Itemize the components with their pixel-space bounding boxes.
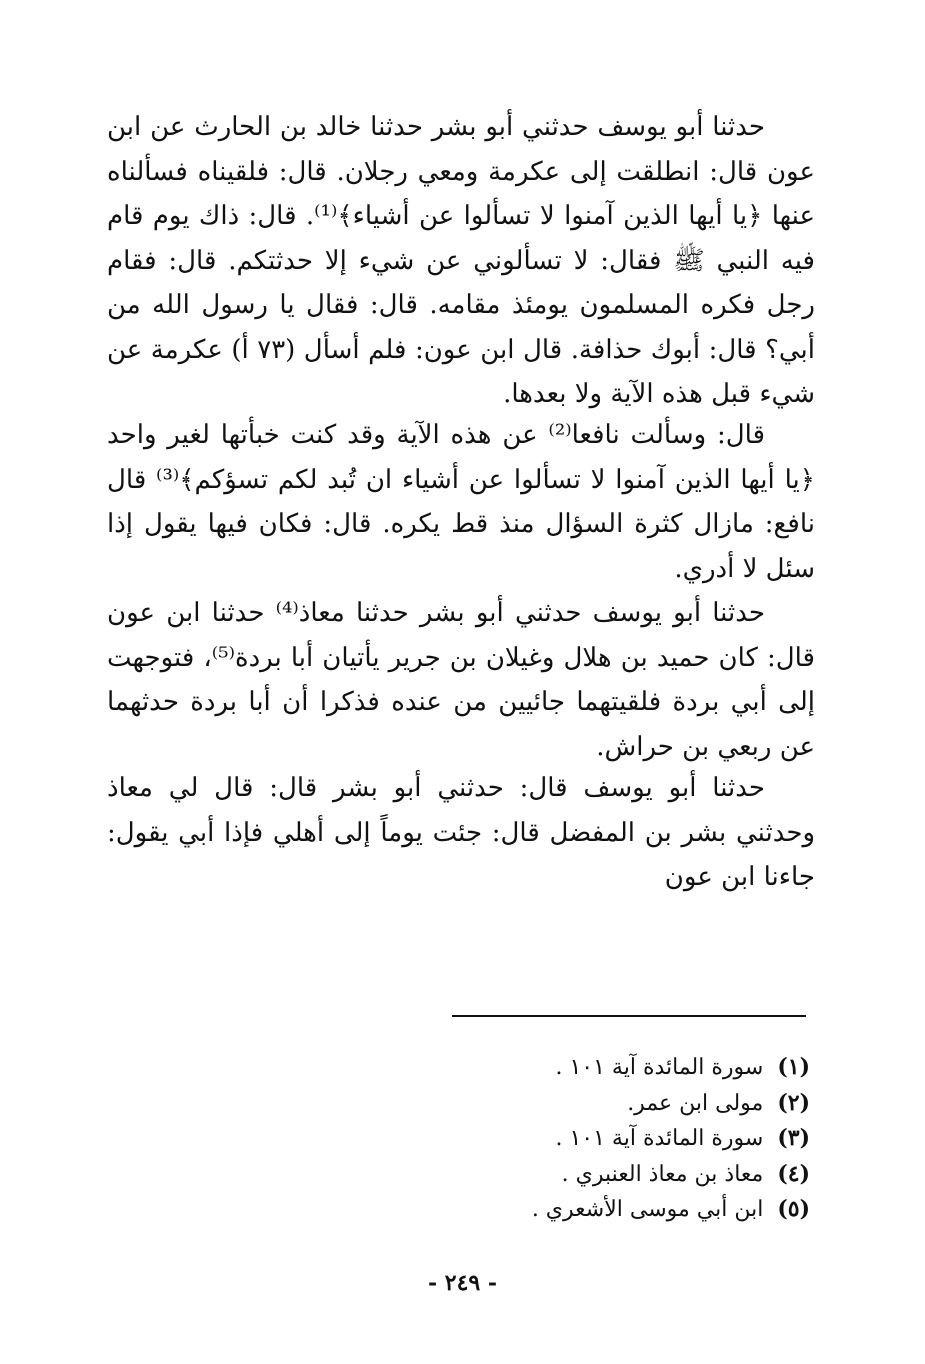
footnote-text: معاذ بن معاذ العنبري . — [561, 1161, 764, 1187]
paragraph-4-text: حدثنا أبو يوسف قال: حدثني أبو بشر قال: قال لي معاذ وحدثني بشر بن المفضل قال: جئت يوماً إلى أهلي فإذا أبي يقول: جاءنا ابن عون — [107, 773, 815, 892]
footnote-divider — [452, 1015, 806, 1017]
footnote-number: (٤) — [777, 1160, 810, 1187]
footnote-number: (٣) — [777, 1125, 810, 1151]
footnote-3 — [532, 1121, 810, 1157]
paragraph-4 — [107, 766, 815, 900]
footnote-text: مولى ابن عمر. — [627, 1090, 764, 1116]
footnote-5 — [532, 1192, 810, 1228]
footnote-4 — [532, 1157, 810, 1193]
footnote-1 — [532, 1050, 810, 1086]
paragraph-3 — [107, 591, 815, 769]
paragraph-3-text: حدثنا أبو يوسف حدثني أبو بشر حدثنا معاذ⁽⁴⁾ حدثنا ابن عون قال: كان حميد بن هلال وغيلان بن جرير يأتيان أبا بردة⁽⁵⁾، فتوجهت إلى أبي بردة فلقيتهما جائيين من عنده فذكرا أن أبا بردة حدثهما عن ربعي بن حراش. — [107, 598, 815, 762]
paragraph-2-text: قال: وسألت نافعا⁽²⁾ عن هذه الآية وقد كنت خبأتها لغير واحد ﴿يا أيها الذين آمنوا لا تسألوا عن أشياء ان تُبد لكم تسؤكم﴾⁽³⁾ قال نافع: مازال كثرة السؤال منذ قط يكره. قال: فكان فيها يقول إذا سئل لا أدري. — [107, 420, 815, 584]
footnote-number: (١) — [777, 1054, 810, 1080]
footnote-text: سورة المائدة آية ١٠١ . — [555, 1126, 764, 1151]
paragraph-2 — [107, 413, 815, 591]
footnote-number: (٥) — [777, 1196, 810, 1222]
paragraph-1 — [107, 105, 815, 417]
footnote-2 — [532, 1086, 810, 1122]
footnotes-list — [532, 1050, 810, 1228]
footnote-number: (٢) — [777, 1089, 810, 1116]
footnote-text: ابن أبي موسى الأشعري . — [531, 1197, 764, 1222]
paragraph-1-text: حدثنا أبو يوسف حدثني أبو بشر حدثنا خالد بن الحارث عن ابن عون قال: انطلقت إلى عكرمة ومعي رجلان. قال: فلقيناه فسألناه عنها ﴿يا أيها الذين آمنوا لا تسألوا عن أشياء﴾⁽¹⁾. قال: ذاك يوم قام فيه النبي ﷺ فقال: لا تسألوني عن شيء إلا حدثتكم. قال: فقام رجل فكره المسلمون يومئذ مقامه. قال: فقال يا رسول الله من أبي؟ قال: أبوك حذافة. قال ابن عون: فلم أسأل (٧٣ أ) عكرمة عن شيء قبل هذه الآية ولا بعدها. — [107, 112, 815, 409]
footnote-text: سورة المائدة آية ١٠١ . — [555, 1055, 764, 1080]
page-number: - ٢٤٩ - — [427, 1270, 498, 1296]
